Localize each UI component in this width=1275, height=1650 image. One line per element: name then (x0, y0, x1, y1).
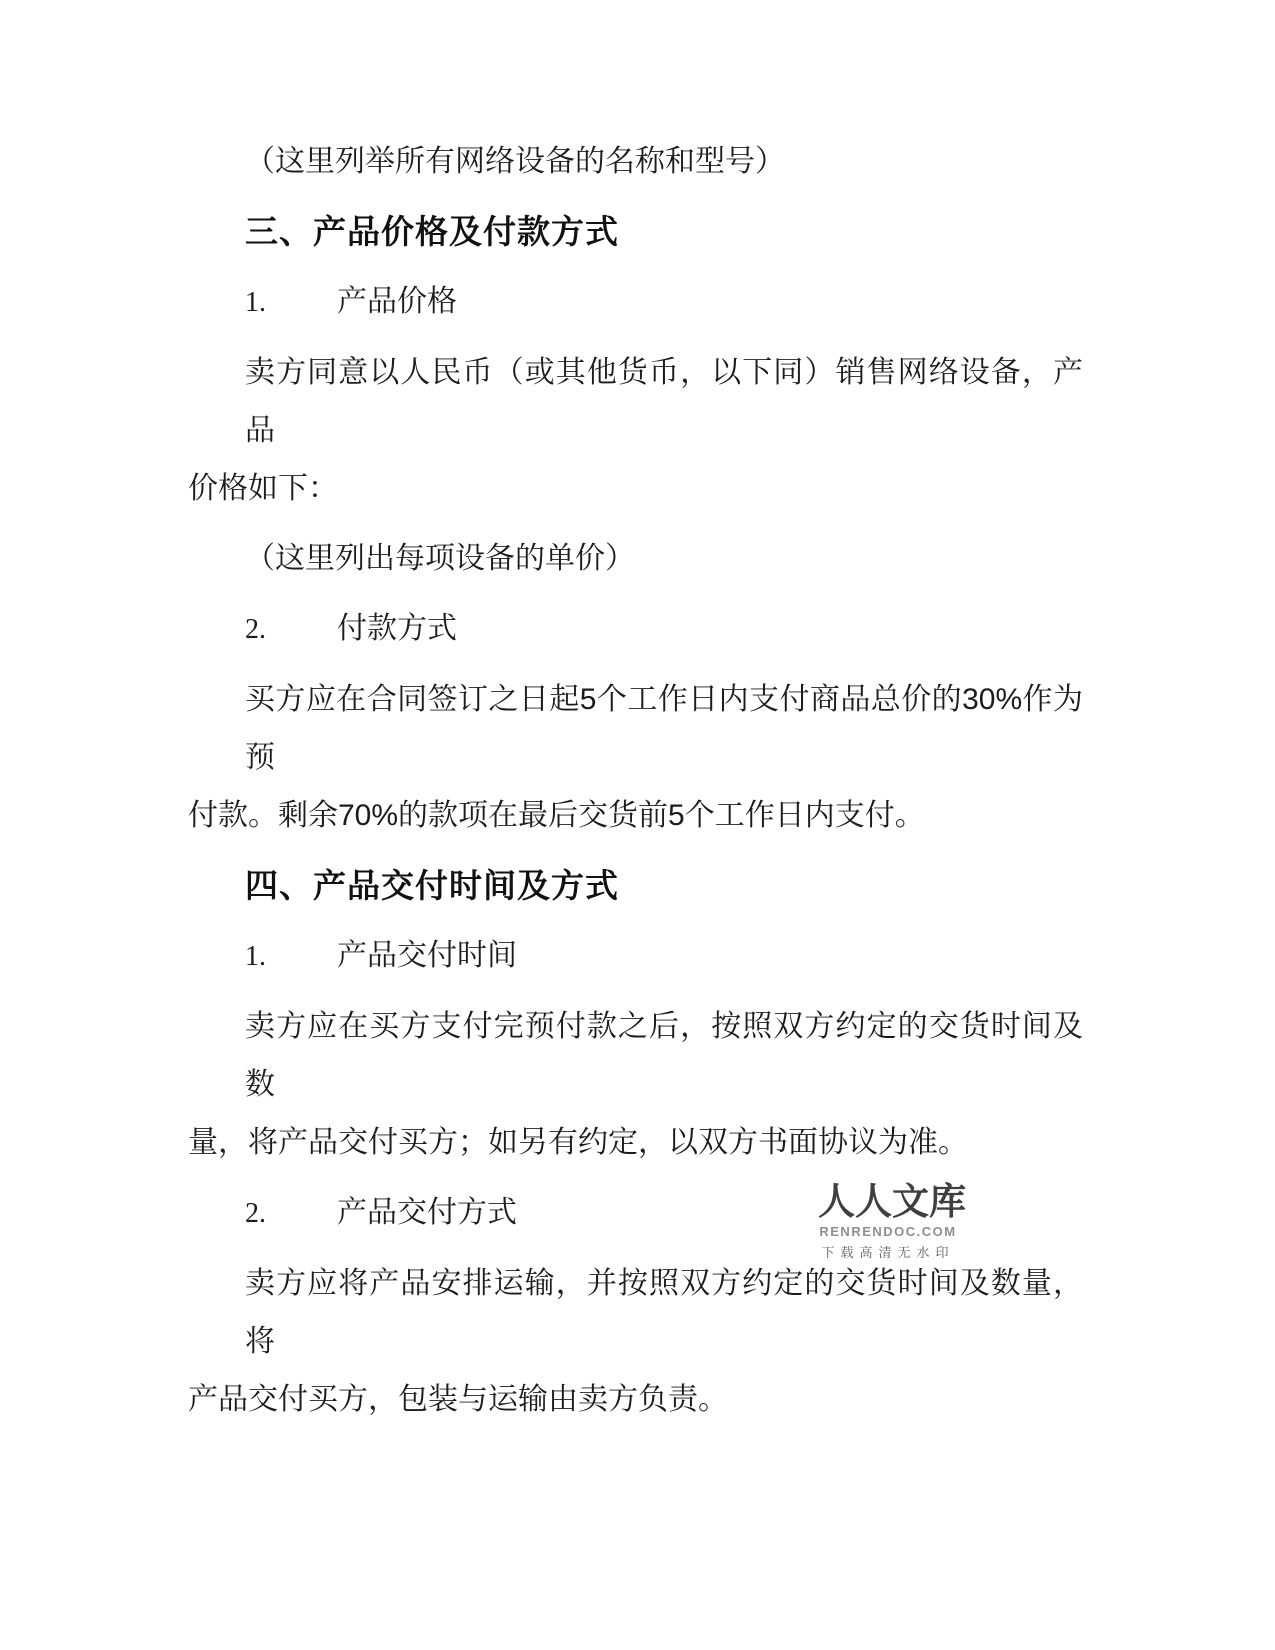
text-line: 卖方应在买方支付完预付款之后，按照双方约定的交货时间及数 (245, 1010, 1083, 1101)
paragraph (188, 344, 1083, 518)
watermark-domain: RENRENDOC.COM (819, 1224, 957, 1239)
paragraph (188, 133, 1083, 191)
list-item-label: 产品交付方式 (337, 1196, 517, 1229)
watermark (818, 1182, 966, 1261)
list-item-label: 产品价格 (337, 285, 457, 318)
text-line: 卖方应将产品安排运输，并按照双方约定的交货时间及数量，将 (245, 1267, 1083, 1358)
text-line: 买方应在合同签订之日起5个工作日内支付商品总价的30%作为预 (245, 683, 1083, 774)
list-item-label: 付款方式 (337, 612, 457, 645)
text-line: （这里列举所有网络设备的名称和型号） (245, 145, 785, 178)
list-number: 2. (245, 1198, 266, 1229)
text-line: 付款。剩余70%的款项在最后交货前5个工作日内支付。 (188, 799, 925, 832)
numbered-item (188, 927, 1083, 986)
paragraph (188, 1255, 1083, 1429)
text-line: （这里列出每项设备的单价） (245, 542, 635, 575)
list-number: 2. (245, 614, 266, 645)
watermark-tagline: 下载高清无水印 (821, 1245, 955, 1260)
section-heading: 四、产品交付时间及方式 (245, 867, 619, 904)
section-heading: 三、产品价格及付款方式 (245, 213, 619, 250)
text-line: 卖方同意以人民币（或其他货币，以下同）销售网络设备，产品 (245, 356, 1083, 447)
list-number: 1. (245, 941, 266, 972)
paragraph (188, 530, 1083, 588)
paragraph (188, 998, 1083, 1172)
text-line: 产品交付买方，包装与运输由卖方负责。 (188, 1383, 728, 1416)
text-line: 量，将产品交付买方；如另有约定，以双方书面协议为准。 (188, 1126, 968, 1159)
list-item-label: 产品交付时间 (337, 939, 517, 972)
watermark-logo-text: 人人文库 (818, 1182, 966, 1223)
text-line: 价格如下： (188, 472, 338, 505)
list-number: 1. (245, 287, 266, 318)
paragraph (188, 671, 1083, 845)
numbered-item (188, 600, 1083, 659)
numbered-item (188, 273, 1083, 332)
